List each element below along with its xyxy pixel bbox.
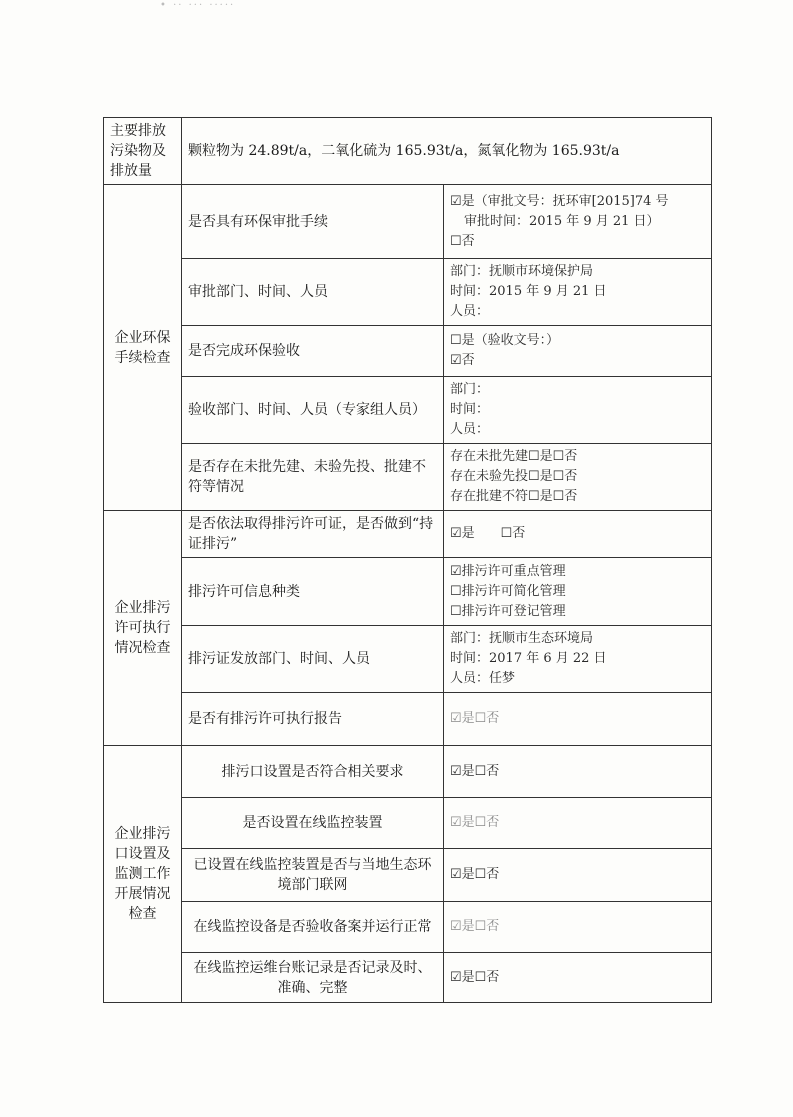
question-network: 已设置在线监控装置是否与当地生态环境部门联网	[182, 849, 444, 902]
approval-person-line: 人员：	[450, 304, 490, 319]
question-device-accept: 在线监控设备是否验收备案并运行正常	[182, 902, 444, 953]
approval-date-line: 审批时间：2015 年 9 月 21 日）	[464, 213, 660, 229]
network-line: ☑是☐否	[450, 867, 500, 882]
answer-outlet-setup	[444, 746, 712, 798]
row-acceptance-dept	[104, 377, 712, 444]
row-network	[104, 849, 712, 902]
acceptance-person-line: 人员：	[450, 422, 490, 437]
inspection-table	[103, 117, 712, 1003]
row-violations	[104, 444, 712, 511]
question-outlet-setup: 排污口设置是否符合相关要求	[182, 746, 444, 798]
acceptance-no-line: ☑否	[450, 353, 475, 368]
question-ledger: 在线监控运维台账记录是否记录及时、准确、完整	[182, 953, 444, 1003]
answer-permit-report	[444, 693, 712, 746]
outlet-setup-line: ☑是☐否	[450, 763, 500, 779]
answer-acceptance-dept	[444, 377, 712, 444]
acceptance-time-line: 时间：	[450, 402, 490, 417]
answer-device-accept	[444, 902, 712, 953]
question-permit-issuer: 排污证发放部门、时间、人员	[182, 626, 444, 693]
row-pollutants	[104, 118, 712, 185]
question-permit-obtained: 是否依法取得排污许可证，是否做到“持证排污”	[182, 511, 444, 558]
category-env-procedures: 企业环保手续检查	[104, 185, 182, 511]
approval-dept-line: 部门：抚顺市环境保护局	[450, 264, 594, 279]
row-permit-report	[104, 693, 712, 746]
question-approval: 是否具有环保审批手续	[182, 185, 444, 259]
question-permit-type: 排污许可信息种类	[182, 558, 444, 626]
pollutants-label: 主要排放污染物及排放量	[104, 118, 182, 185]
answer-acceptance	[444, 326, 712, 377]
answer-approval-dept	[444, 259, 712, 326]
approval-no-line: ☐否	[450, 233, 475, 249]
acceptance-yes-line: ☐是（验收文号：）	[450, 333, 560, 348]
violation-mismatch-line: 存在批建不符☐是☐否	[450, 489, 578, 504]
permit-report-line: ☑是☐否	[450, 711, 500, 726]
question-approval-dept: 审批部门、时间、人员	[182, 259, 444, 326]
answer-approval	[444, 185, 712, 259]
answer-permit-type	[444, 558, 712, 626]
category-permit: 企业排污许可执行情况检查	[104, 511, 182, 746]
category-outlet: 企业排污口设置及监测工作开展情况检查	[104, 746, 182, 1003]
permit-register-line: ☐排污许可登记管理	[450, 603, 566, 619]
question-violations: 是否存在未批先建、未验先投、批建不符等情况	[182, 444, 444, 511]
row-permit-obtained	[104, 511, 712, 558]
row-permit-issuer	[104, 626, 712, 693]
answer-ledger	[444, 953, 712, 1003]
device-accept-line: ☑是☐否	[450, 919, 500, 934]
answer-online-monitor	[444, 798, 712, 849]
permit-person-line: 人员：任梦	[450, 671, 516, 686]
row-acceptance	[104, 326, 712, 377]
answer-permit-issuer	[444, 626, 712, 693]
violation-unaccepted-line: 存在未验先投☐是☐否	[450, 469, 578, 484]
question-permit-report: 是否有排污许可执行报告	[182, 693, 444, 746]
row-device-accept	[104, 902, 712, 953]
question-acceptance-dept: 验收部门、时间、人员（专家组人员）	[182, 377, 444, 444]
violation-unapproved-line: 存在未批先建☐是☐否	[450, 449, 578, 464]
acceptance-dept-line: 部门：	[450, 382, 490, 397]
row-permit-type	[104, 558, 712, 626]
ledger-line: ☑是☐否	[450, 969, 500, 985]
header-scan-mark: • ·· ··· ·····	[160, 0, 236, 11]
permit-dept-line: 部门：抚顺市生态环境局	[450, 631, 594, 646]
row-online-monitor	[104, 798, 712, 849]
row-approval	[104, 185, 712, 259]
approval-yes-line: ☑是（审批文号：抚环审[2015]74 号	[450, 193, 669, 209]
answer-permit-obtained	[444, 511, 712, 558]
permit-time-line: 时间：2017 年 6 月 22 日	[450, 651, 607, 666]
approval-time-line: 时间：2015 年 9 月 21 日	[450, 284, 607, 299]
permit-key-line: ☑排污许可重点管理	[450, 563, 566, 579]
row-ledger	[104, 953, 712, 1003]
question-online-monitor: 是否设置在线监控装置	[182, 798, 444, 849]
row-outlet-setup	[104, 746, 712, 798]
permit-simple-line: ☐排污许可简化管理	[450, 583, 566, 599]
answer-violations	[444, 444, 712, 511]
permit-obtained-line: ☑是 ☐否	[450, 526, 526, 541]
question-acceptance: 是否完成环保验收	[182, 326, 444, 377]
online-monitor-line: ☑是☐否	[450, 815, 500, 830]
pollutants-value: 颗粒物为 24.89t/a，二氧化硫为 165.93t/a，氮氧化物为 165.93t/a	[182, 118, 712, 185]
row-approval-dept	[104, 259, 712, 326]
answer-network	[444, 849, 712, 902]
